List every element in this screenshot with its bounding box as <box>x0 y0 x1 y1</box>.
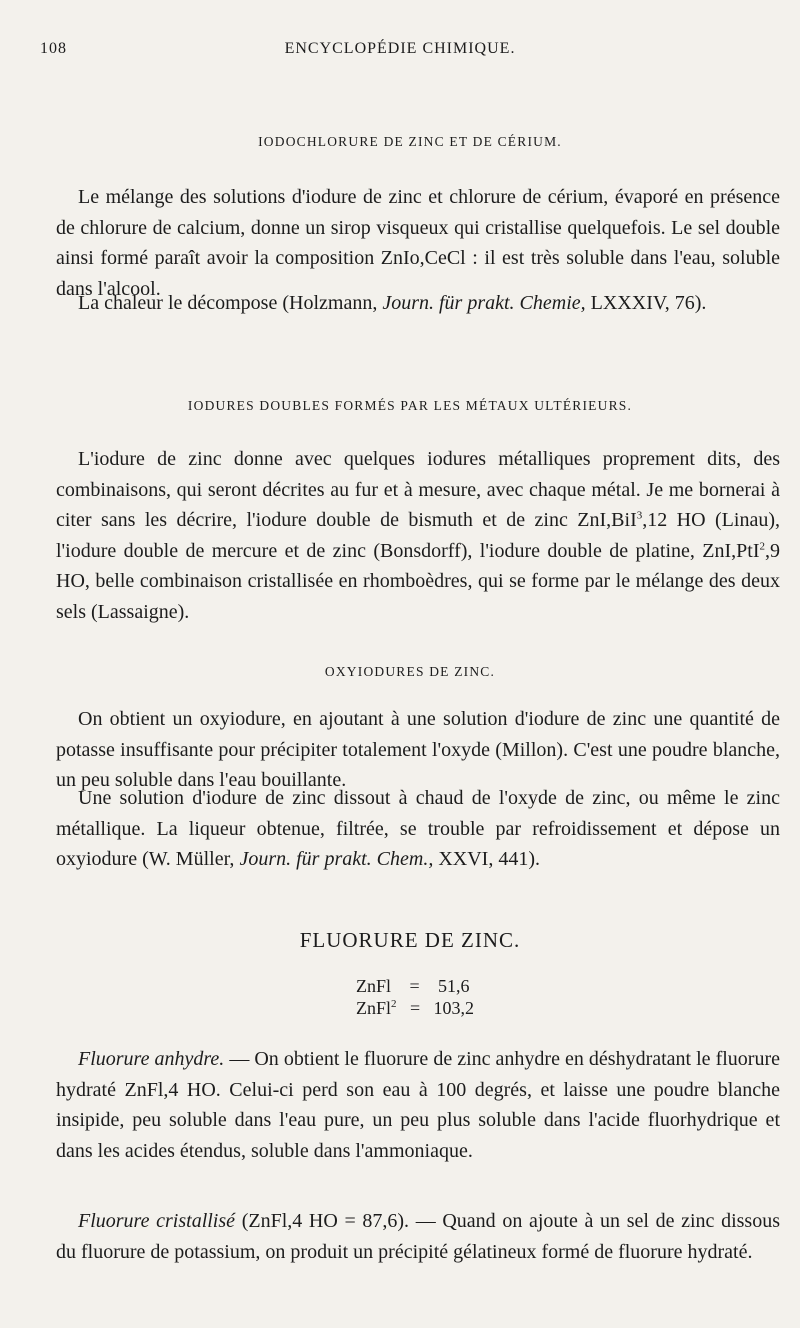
journal-citation: Journ. für prakt. Chem., <box>239 848 434 870</box>
text-run: (ZnFl,4 HO = 87,6). — Quand on ajoute à un sel de zinc dissous du fluorure de potassium, on produit un précipité gélatineux formé de fluorure hydraté. <box>56 1210 780 1263</box>
paragraph <box>56 1044 780 1166</box>
running-header <box>0 40 800 64</box>
text-run: LXXXIV, 76). <box>585 292 707 314</box>
formula-value: 103,2 <box>433 998 475 1018</box>
formula-znfl <box>356 976 470 997</box>
paragraph: Le mélange des solutions d'iodure de zinc et chlorure de cérium, évaporé en présence de chlorure de calcium, donne un sirop visqueux qui cristallise quelquefois. Le sel double ainsi formé paraît avoir la composition ZnIo,CeCl : il est très soluble dans l'eau, soluble dans l'alcool. <box>56 186 780 300</box>
subsection-title: Fluorure anhydre. <box>78 1048 225 1070</box>
section-heading-iodures-doubles: IODURES DOUBLES FORMÉS PAR LES MÉTAUX ULTÉRIEURS. <box>187 398 633 413</box>
text-run: ,9 HO, belle combinaison cristallisée en rhomboèdres, qui se forme par le mélange des deux sels (Lassaigne). <box>56 539 780 623</box>
formula-equals: = <box>409 976 420 996</box>
formula-value: 51,6 <box>438 976 470 996</box>
paragraph <box>56 1206 780 1267</box>
chapter-title-fluorure: FLUORURE DE ZINC. <box>299 928 521 952</box>
journal-citation: Journ. für prakt. Chemie, <box>382 292 586 314</box>
text-run: La chaleur le décompose (Holzmann, <box>78 292 383 314</box>
running-title: ENCYCLOPÉDIE CHIMIQUE. <box>284 40 516 57</box>
section-heading-iodochlorure: IODOCHLORURE DE ZINC ET DE CÉRIUM. <box>258 134 562 149</box>
formula-znfl2 <box>356 998 474 1019</box>
text-run: Une solution d'iodure de zinc dissout à chaud de l'oxyde de zinc, ou même le zinc métallique. La liqueur obtenue, filtrée, se trouble par refroidissement et dépose un oxyiodure (W. Müller, <box>56 787 780 870</box>
formula-equals: = <box>409 998 421 1018</box>
text-run: L'iodure de zinc donne avec quelques iodures métalliques proprement dits, des combinaisons, qui seront décrites au fur et à mesure, avec chaque métal. Je me bornerai à citer sans les décrire, l'iodure double de bismuth et de zinc ZnI,BiI <box>56 448 780 531</box>
superscript: 3 <box>636 509 643 522</box>
text-run: ,12 HO (Linau), l'iodure double de mercure et de zinc (Bonsdorff), l'iodure double de platine, ZnI,PtI <box>56 509 780 562</box>
paragraph <box>56 783 780 875</box>
paragraph: On obtient un oxyiodure, en ajoutant à une solution d'iodure de zinc une quantité de potasse insuffisante pour précipiter totalement l'oxyde (Millon). C'est une poudre blanche, un peu soluble dans l'eau bouillante. <box>56 708 780 791</box>
formula-left: ZnFl <box>356 976 392 996</box>
text-run: — On obtient le fluorure de zinc anhydre en déshydratant le fluorure hydraté ZnFl,4 HO. Celui-ci perd son eau à 100 degrés, et laisse une poudre blanche insipide, peu soluble dans l'eau pure, un peu plus soluble dans l'acide fluorhydrique et dans les acides étendus, soluble dans l'ammoniaque. <box>56 1048 780 1162</box>
section-heading-oxyiodures: OXYIODURES DE ZINC. <box>324 664 496 679</box>
subsection-title: Fluorure cristallisé <box>78 1210 236 1232</box>
superscript: 2 <box>759 539 765 552</box>
page-number: 108 <box>40 40 67 57</box>
formula-left: ZnFl <box>356 998 392 1018</box>
text-run: XXVI, 441). <box>433 848 540 870</box>
paragraph <box>56 288 780 319</box>
superscript: 2 <box>391 998 397 1010</box>
paragraph <box>56 444 780 627</box>
